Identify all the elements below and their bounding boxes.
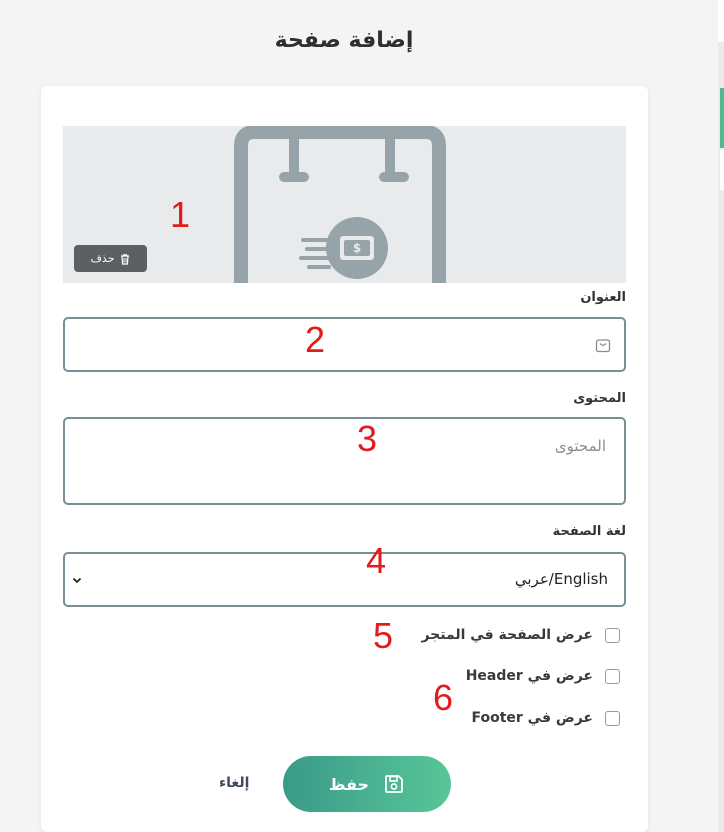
show-in-store-option[interactable] — [421, 627, 620, 643]
page-image-preview[interactable] — [63, 126, 626, 283]
show-in-header-label: عرض في Header — [465, 668, 593, 684]
show-in-store-label: عرض الصفحة في المتجر — [421, 627, 593, 643]
annotation-number: 5 — [373, 615, 394, 656]
annotation-number: 2 — [305, 319, 326, 360]
floppy-disk-icon — [383, 773, 405, 795]
shopping-bag-icon — [594, 336, 612, 354]
edge-segment — [720, 150, 724, 190]
annotation-number: 6 — [433, 677, 454, 718]
show-in-store-checkbox[interactable] — [605, 628, 620, 643]
content-label: المحتوى — [573, 391, 626, 406]
show-in-header-checkbox[interactable] — [605, 669, 620, 684]
annotation-number: 3 — [357, 418, 378, 459]
save-button[interactable] — [283, 756, 451, 812]
background-panel-edge — [718, 0, 724, 832]
title-label: العنوان — [580, 290, 626, 305]
show-in-footer-checkbox[interactable] — [605, 711, 620, 726]
page-title: إضافة صفحة — [274, 28, 414, 53]
show-in-header-option[interactable] — [466, 668, 620, 684]
svg-text:$: $ — [352, 241, 362, 255]
trash-icon — [119, 253, 131, 265]
edge-segment — [718, 0, 724, 42]
language-label: لغة الصفحة — [552, 524, 626, 539]
save-button-label: حفظ — [328, 774, 370, 794]
content-placeholder: المحتوى — [554, 437, 606, 455]
content-textarea[interactable] — [63, 417, 626, 505]
language-select-value: عربي/English — [514, 570, 608, 588]
delete-image-button[interactable] — [74, 245, 147, 272]
delete-image-label: حذف — [90, 252, 115, 265]
language-select[interactable] — [63, 552, 626, 607]
edge-accent-segment — [720, 88, 724, 148]
show-in-footer-option[interactable] — [471, 710, 620, 726]
cancel-button[interactable]: إلغاء — [219, 775, 250, 791]
add-page-form — [41, 86, 648, 832]
show-in-footer-label: عرض في Footer — [471, 710, 593, 726]
annotation-number: 4 — [366, 540, 387, 581]
chevron-down-icon — [71, 574, 83, 586]
annotation-number: 1 — [170, 194, 191, 235]
shopping-bag-illustration-icon — [63, 126, 626, 283]
title-input[interactable] — [63, 317, 626, 372]
